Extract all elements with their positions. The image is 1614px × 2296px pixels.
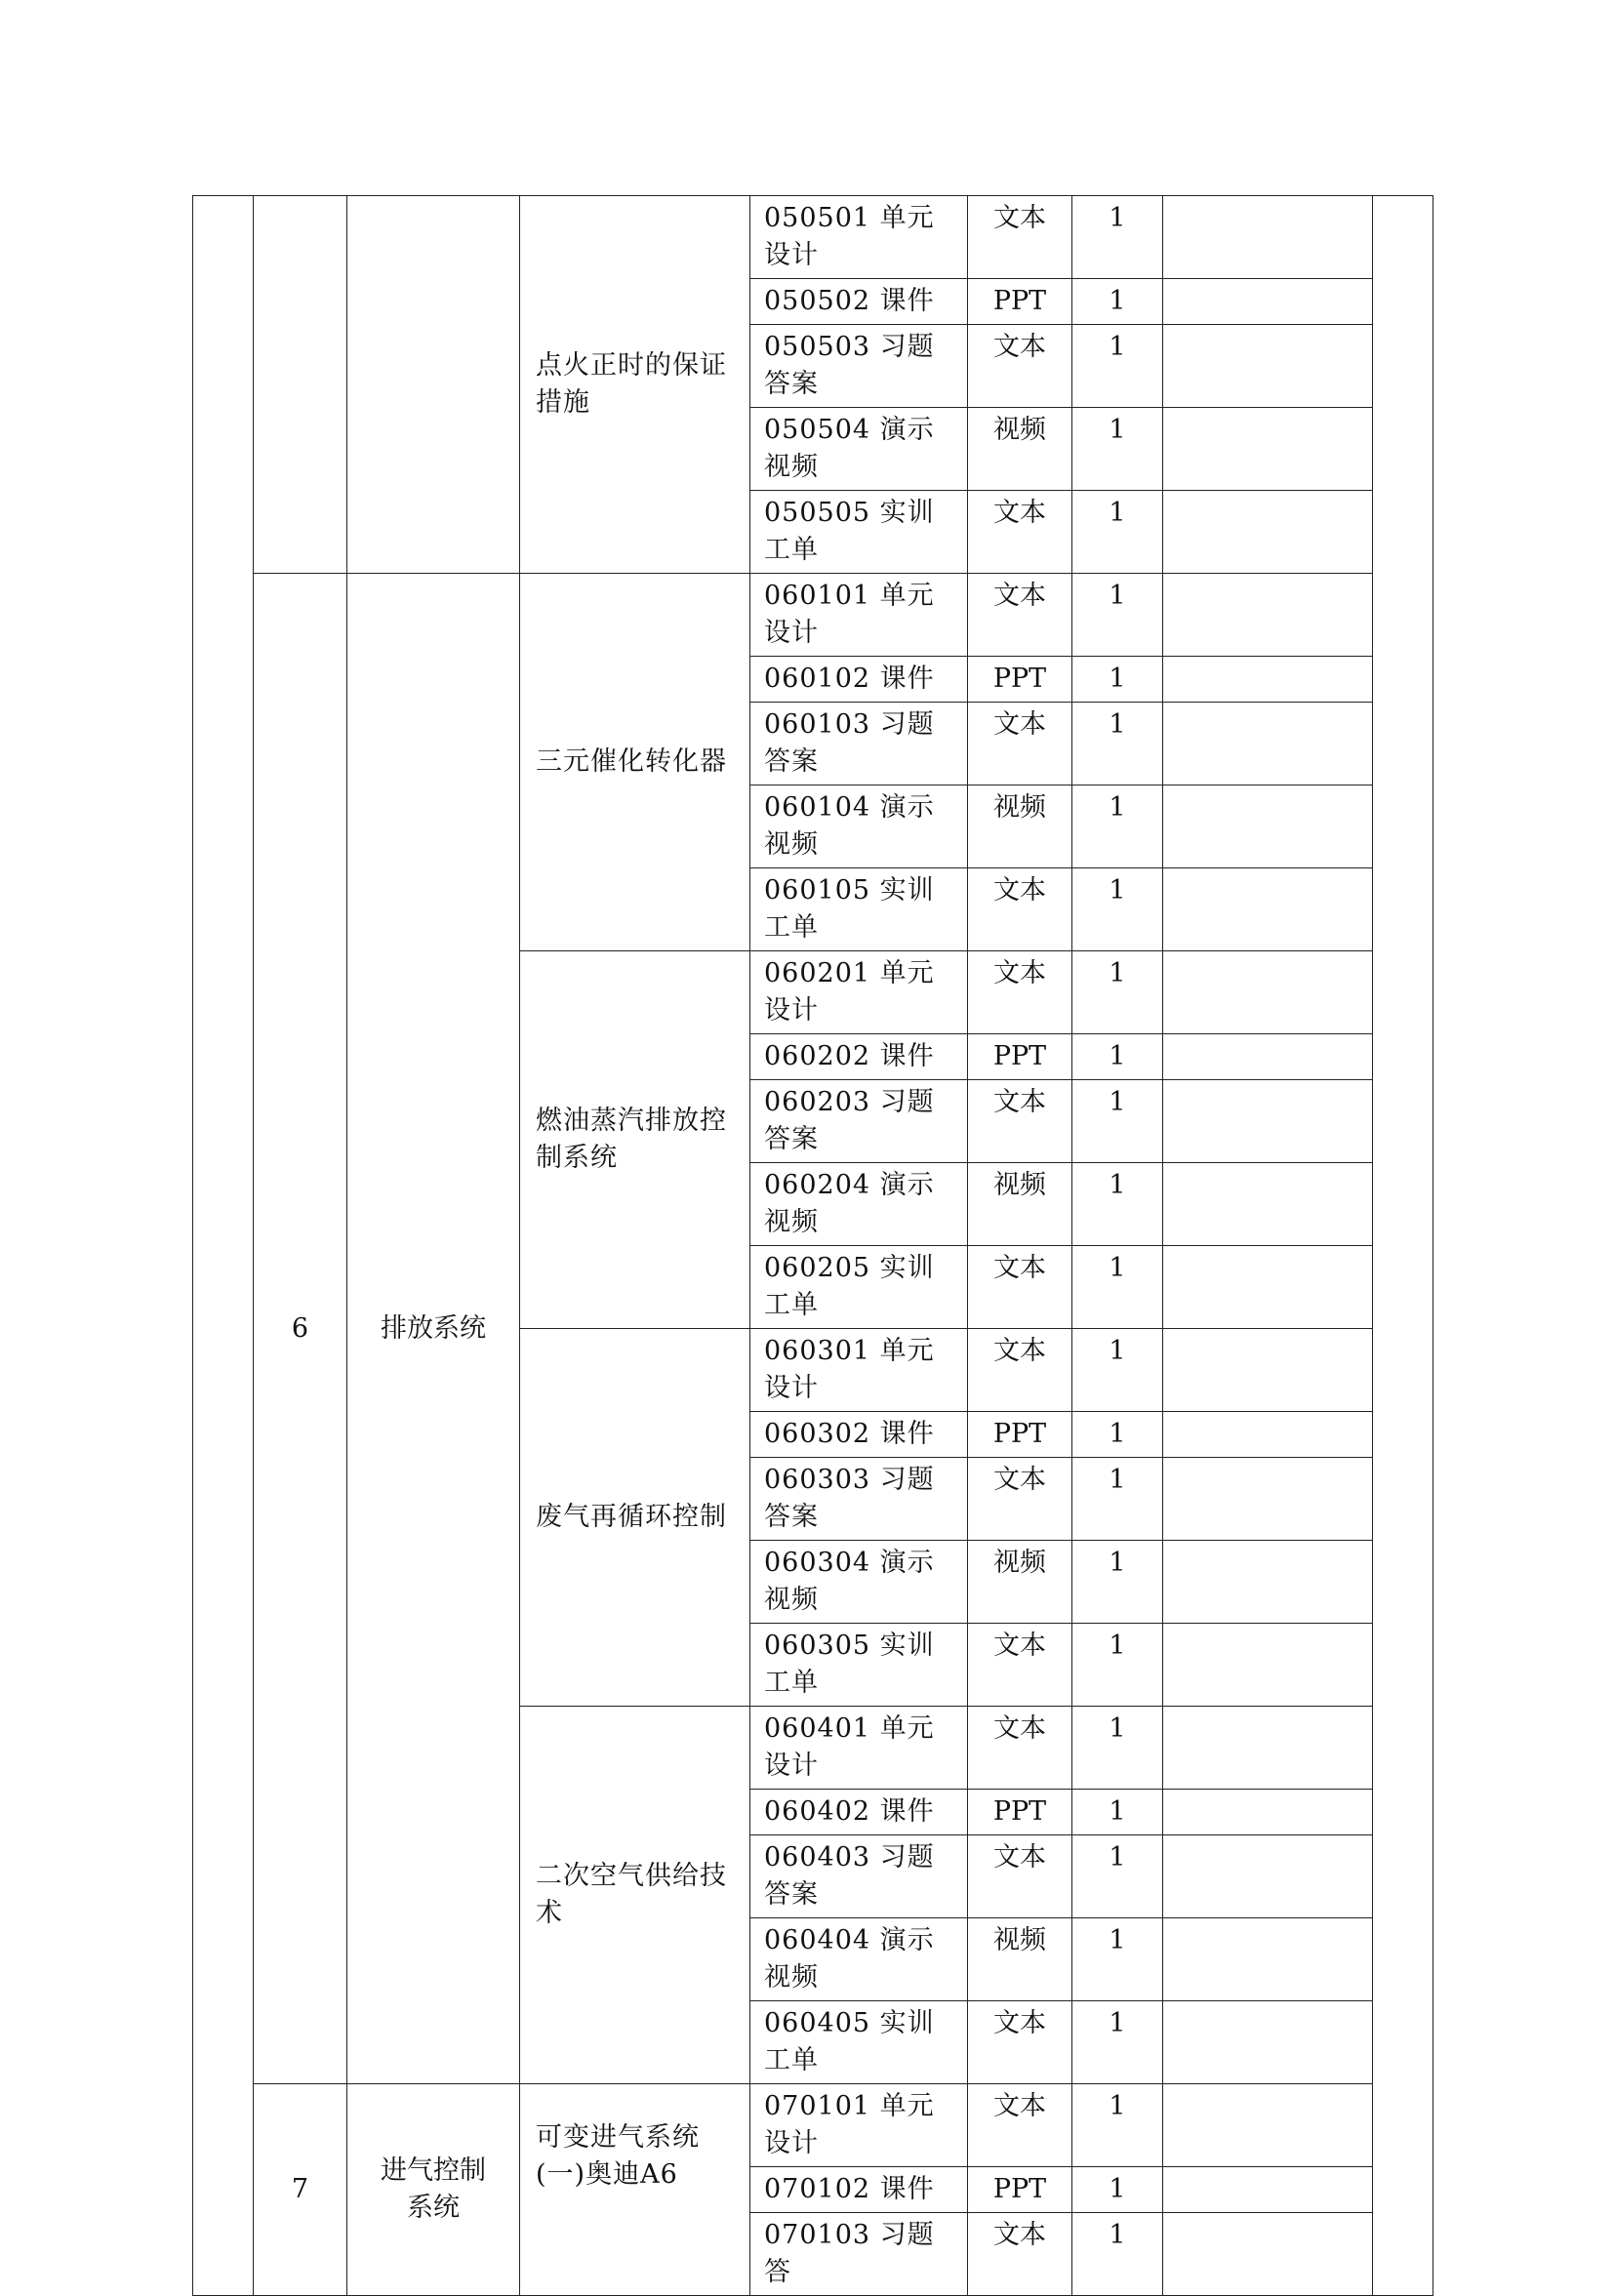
system-name-cell <box>347 196 520 574</box>
resource-count-cell: 1 <box>1072 1835 1163 1918</box>
resource-count-cell: 1 <box>1072 574 1163 657</box>
remark-cell <box>1163 1329 1373 1412</box>
resource-count-cell: 1 <box>1072 1707 1163 1790</box>
resource-count-cell: 1 <box>1072 1163 1163 1246</box>
resource-count-cell: 1 <box>1072 1034 1163 1080</box>
resource-label-cell: 070102 课件 <box>750 2167 968 2213</box>
resource-type-cell: 文本 <box>968 1835 1072 1918</box>
resource-count-cell: 1 <box>1072 1329 1163 1412</box>
resource-label-cell: 060404 演示视频 <box>750 1918 968 2001</box>
resource-type-cell: PPT <box>968 2167 1072 2213</box>
resource-count-cell: 1 <box>1072 1080 1163 1163</box>
resource-label-cell: 070103 习题答 <box>750 2213 968 2296</box>
resource-label-cell: 060202 课件 <box>750 1034 968 1080</box>
resource-label-cell: 060402 课件 <box>750 1790 968 1835</box>
remark-cell <box>1163 1624 1373 1707</box>
resource-type-cell: PPT <box>968 657 1072 703</box>
remark-cell <box>1163 1835 1373 1918</box>
system-name-cell: 排放系统 <box>347 574 520 2084</box>
resource-type-cell: 文本 <box>968 2084 1072 2167</box>
resource-type-cell: 视频 <box>968 1163 1072 1246</box>
resource-type-cell: PPT <box>968 1790 1072 1835</box>
remark-cell <box>1163 1918 1373 2001</box>
remark-cell <box>1163 325 1373 408</box>
unit-name-cell: 点火正时的保证措施 <box>520 196 750 574</box>
resource-type-cell: 文本 <box>968 1458 1072 1541</box>
resource-type-cell: 文本 <box>968 1624 1072 1707</box>
item-number-cell: 6 <box>254 574 347 2084</box>
resource-count-cell: 1 <box>1072 1541 1163 1624</box>
resource-count-cell: 1 <box>1072 2213 1163 2296</box>
unit-name-cell: 二次空气供给技术 <box>520 1707 750 2084</box>
resource-type-cell: 文本 <box>968 196 1072 279</box>
resource-type-cell: 视频 <box>968 1541 1072 1624</box>
resource-type-cell: 文本 <box>968 1246 1072 1329</box>
remark-cell <box>1163 951 1373 1034</box>
resource-label-cell: 060305 实训工单 <box>750 1624 968 1707</box>
remark-cell <box>1163 491 1373 574</box>
table-row <box>193 196 1433 279</box>
unit-name-cell: 三元催化转化器 <box>520 574 750 951</box>
resource-type-cell: 文本 <box>968 325 1072 408</box>
item-number-cell: 7 <box>254 2084 347 2296</box>
resource-label-cell: 060304 演示视频 <box>750 1541 968 1624</box>
remark-cell <box>1163 785 1373 868</box>
system-name-cell: 进气控制系统 <box>347 2084 520 2296</box>
resource-table-page <box>192 195 1433 2296</box>
remark-cell <box>1163 1541 1373 1624</box>
resource-label-cell: 050503 习题答案 <box>750 325 968 408</box>
resource-type-cell: 视频 <box>968 785 1072 868</box>
resource-label-cell: 070101 单元设计 <box>750 2084 968 2167</box>
resource-type-cell: 文本 <box>968 2001 1072 2084</box>
resource-count-cell: 1 <box>1072 1458 1163 1541</box>
resource-type-cell: 文本 <box>968 574 1072 657</box>
resource-count-cell: 1 <box>1072 785 1163 868</box>
unit-name-cell: 废气再循环控制 <box>520 1329 750 1707</box>
unit-name-cell: 燃油蒸汽排放控制系统 <box>520 951 750 1329</box>
resource-type-cell: 文本 <box>968 703 1072 785</box>
remark-cell <box>1163 1412 1373 1458</box>
table-row <box>193 2084 1433 2167</box>
unit-name-cell: 可变进气系统(一)奥迪A6 <box>520 2084 750 2296</box>
resource-label-cell: 060105 实训工单 <box>750 868 968 951</box>
remark-cell <box>1163 868 1373 951</box>
remark-cell <box>1163 1163 1373 1246</box>
resource-type-cell: PPT <box>968 1034 1072 1080</box>
remark-cell <box>1163 408 1373 491</box>
remark-cell <box>1163 1790 1373 1835</box>
resource-type-cell: 文本 <box>968 1707 1072 1790</box>
resource-count-cell: 1 <box>1072 1246 1163 1329</box>
remark-cell <box>1163 2167 1373 2213</box>
resource-type-cell: 文本 <box>968 491 1072 574</box>
resource-label-cell: 060303 习题答案 <box>750 1458 968 1541</box>
remark-cell <box>1163 2213 1373 2296</box>
item-number-cell <box>254 196 347 574</box>
resource-label-cell: 060405 实训工单 <box>750 2001 968 2084</box>
left-margin-cell <box>193 196 254 2296</box>
resource-count-cell: 1 <box>1072 2084 1163 2167</box>
resource-count-cell: 1 <box>1072 2001 1163 2084</box>
resource-count-cell: 1 <box>1072 951 1163 1034</box>
resource-label-cell: 060302 课件 <box>750 1412 968 1458</box>
resource-count-cell: 1 <box>1072 2167 1163 2213</box>
remark-cell <box>1163 657 1373 703</box>
resource-label-cell: 060201 单元设计 <box>750 951 968 1034</box>
remark-cell <box>1163 1246 1373 1329</box>
resource-count-cell: 1 <box>1072 1918 1163 2001</box>
resource-label-cell: 050505 实训工单 <box>750 491 968 574</box>
resource-table <box>192 195 1433 2296</box>
resource-label-cell: 050502 课件 <box>750 279 968 325</box>
resource-count-cell: 1 <box>1072 1624 1163 1707</box>
remark-cell <box>1163 2001 1373 2084</box>
resource-count-cell: 1 <box>1072 196 1163 279</box>
table-row <box>193 574 1433 657</box>
remark-cell <box>1163 279 1373 325</box>
resource-type-cell: 文本 <box>968 951 1072 1034</box>
resource-type-cell: 文本 <box>968 868 1072 951</box>
resource-count-cell: 1 <box>1072 1790 1163 1835</box>
resource-type-cell: 视频 <box>968 408 1072 491</box>
resource-label-cell: 050504 演示视频 <box>750 408 968 491</box>
resource-type-cell: 文本 <box>968 1329 1072 1412</box>
resource-label-cell: 060403 习题答案 <box>750 1835 968 1918</box>
resource-count-cell: 1 <box>1072 657 1163 703</box>
remark-cell <box>1163 1080 1373 1163</box>
resource-type-cell: 文本 <box>968 1080 1072 1163</box>
remark-cell <box>1163 574 1373 657</box>
resource-type-cell: PPT <box>968 1412 1072 1458</box>
resource-label-cell: 060102 课件 <box>750 657 968 703</box>
right-margin-cell <box>1373 196 1433 2296</box>
remark-cell <box>1163 703 1373 785</box>
resource-label-cell: 060104 演示视频 <box>750 785 968 868</box>
resource-label-cell: 060204 演示视频 <box>750 1163 968 1246</box>
resource-label-cell: 060401 单元设计 <box>750 1707 968 1790</box>
resource-count-cell: 1 <box>1072 703 1163 785</box>
remark-cell <box>1163 1707 1373 1790</box>
remark-cell <box>1163 196 1373 279</box>
resource-label-cell: 060301 单元设计 <box>750 1329 968 1412</box>
resource-count-cell: 1 <box>1072 279 1163 325</box>
remark-cell <box>1163 1458 1373 1541</box>
resource-label-cell: 060203 习题答案 <box>750 1080 968 1163</box>
remark-cell <box>1163 1034 1373 1080</box>
resource-count-cell: 1 <box>1072 325 1163 408</box>
resource-type-cell: 视频 <box>968 1918 1072 2001</box>
resource-label-cell: 060101 单元设计 <box>750 574 968 657</box>
resource-label-cell: 050501 单元设计 <box>750 196 968 279</box>
resource-count-cell: 1 <box>1072 868 1163 951</box>
resource-type-cell: 文本 <box>968 2213 1072 2296</box>
resource-label-cell: 060103 习题答案 <box>750 703 968 785</box>
resource-count-cell: 1 <box>1072 491 1163 574</box>
remark-cell <box>1163 2084 1373 2167</box>
resource-type-cell: PPT <box>968 279 1072 325</box>
resource-count-cell: 1 <box>1072 408 1163 491</box>
resource-label-cell: 060205 实训工单 <box>750 1246 968 1329</box>
resource-count-cell: 1 <box>1072 1412 1163 1458</box>
